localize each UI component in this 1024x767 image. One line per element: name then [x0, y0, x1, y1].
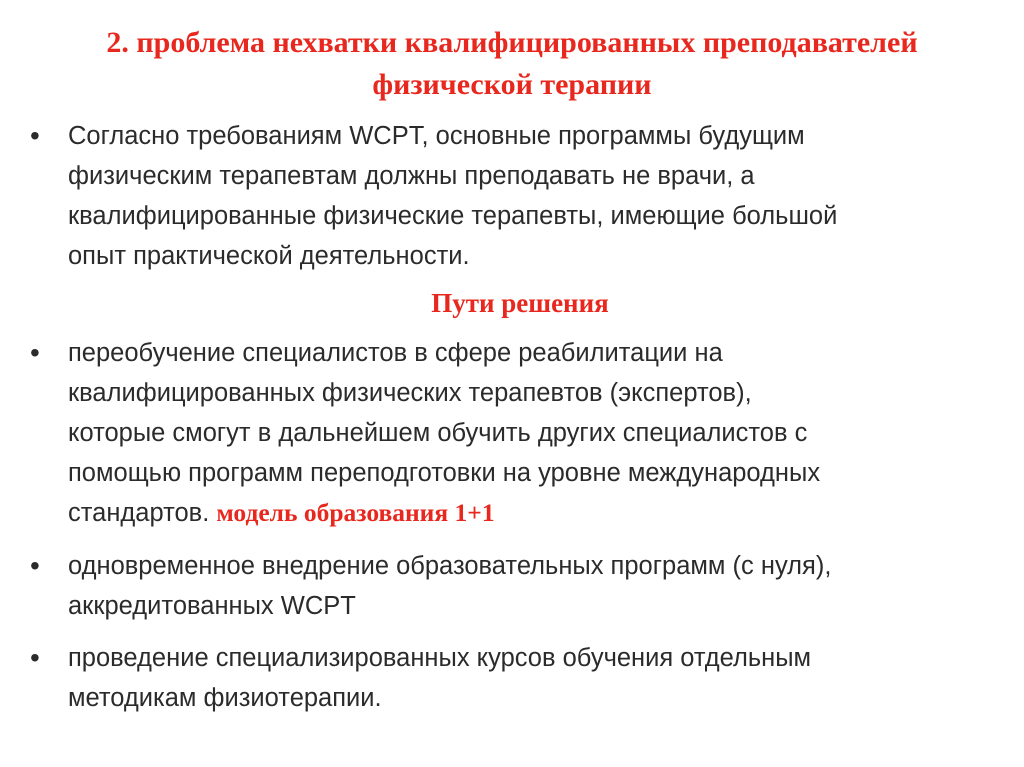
bullet-line: аккредитованных WCPT	[68, 592, 356, 620]
bullet-line: физическим терапевтам должны преподавать не врачи, а	[68, 162, 755, 190]
bullet-line: одновременное внедрение образовательных программ (с нуля),	[68, 552, 832, 580]
bullet-line: опыт практической деятельности.	[68, 242, 470, 270]
slide-title	[0, 22, 1024, 106]
bullet-text	[68, 333, 1003, 533]
bullet-icon: •	[30, 550, 40, 581]
slide-title-line-1: 2. проблема нехватки квалифицированных преподавателей	[106, 26, 918, 59]
bullet-line: Согласно требованиям WCPT, основные программы будущим	[68, 122, 805, 150]
bullet-line: переобучение специалистов в сфере реабилитации на	[68, 339, 723, 367]
bullet-text	[68, 116, 1003, 276]
bullet-line-last	[68, 493, 1003, 533]
solutions-heading: Пути решения	[431, 288, 609, 318]
bullet-text	[68, 638, 1003, 718]
bullet-text	[68, 546, 1003, 626]
education-model-highlight: модель образования 1+1	[216, 498, 495, 527]
bullet-line: проведение специализированных курсов обучения отдельным	[68, 644, 812, 672]
bullet-icon: •	[30, 120, 40, 151]
bullet-line: которые смогут в дальнейшем обучить других специалистов с	[68, 419, 808, 447]
bullet-line: квалифицированных физических терапевтов (экспертов),	[68, 379, 752, 407]
bullet-line: помощью программ переподготовки на уровне международных	[68, 459, 821, 487]
bullet-line-text: стандартов.	[68, 499, 210, 527]
slide-title-line-2: физической терапии	[372, 68, 652, 101]
bullet-line: методикам физиотерапии.	[68, 684, 382, 712]
bullet-icon: •	[30, 642, 40, 673]
bullet-line: квалифицированные физические терапевты, имеющие большой	[68, 202, 838, 230]
bullet-icon: •	[30, 337, 40, 368]
